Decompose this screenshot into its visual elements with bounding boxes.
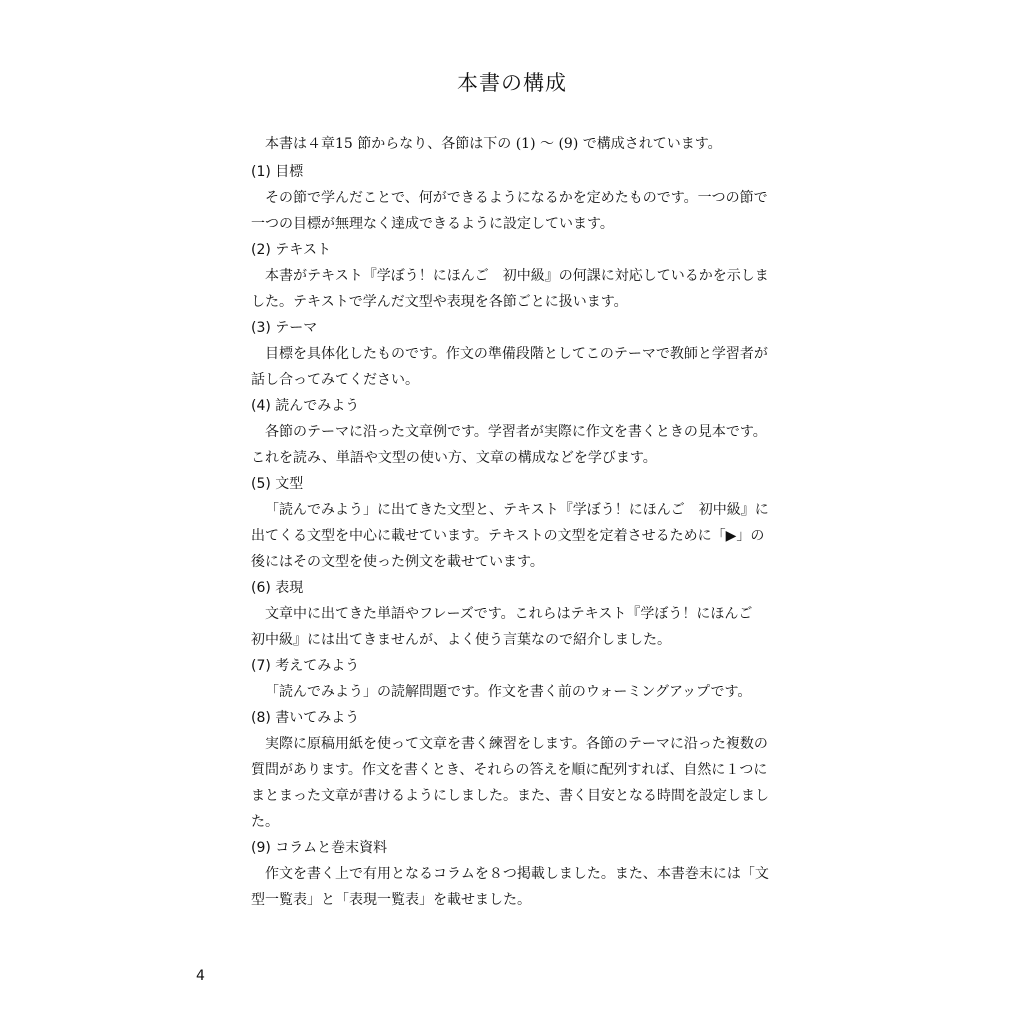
section-heading: (6) 表現 <box>251 580 304 596</box>
section-body: 「読んでみよう」の読解問題です。作文を書く前のウォーミングアップです。 <box>265 684 752 700</box>
section-8 <box>251 705 773 835</box>
section-6 <box>251 575 773 653</box>
page-title: 本書の構成 <box>457 71 567 95</box>
section-body: 実際に原稿用紙を使って文章を書く練習をします。各節のテーマに沿った複数の質問があります。作文を書くとき、それらの答えを順に配列すれば、自然に１つにまとまった文章が書けるようにしました。また、書く目安となる時間を設定しました。 <box>251 736 769 830</box>
section-7 <box>251 653 773 705</box>
section-2 <box>251 237 773 315</box>
section-3 <box>251 315 773 393</box>
section-body: 文章中に出てきた単語やフレーズです。これらはテキスト『学ぼう！にほんご 初中級』には出てきませんが、よく使う言葉なので紹介しました。 <box>251 606 767 648</box>
document-body <box>251 131 773 913</box>
section-body: 「読んでみよう」に出てきた文型と、テキスト『学ぼう！にほんご 初中級』に出てくる文型を中心に載せています。テキストの文型を定着させるために「▶」の後にはその文型を使った例文を載せています。 <box>251 502 769 570</box>
section-1 <box>251 159 773 237</box>
page-number: 4 <box>196 968 205 984</box>
section-heading: (5) 文型 <box>251 476 304 492</box>
section-body: 目標を具体化したものです。作文の準備段階としてこのテーマで教師と学習者が話し合ってみてください。 <box>251 346 768 388</box>
section-body: 本書がテキスト『学ぼう！にほんご 初中級』の何課に対応しているかを示しました。テキストで学んだ文型や表現を各節ごとに扱います。 <box>251 268 769 310</box>
section-body: 各節のテーマに沿った文章例です。学習者が実際に作文を書くときの見本です。これを読み、単語や文型の使い方、文章の構成などを学びます。 <box>251 424 767 466</box>
section-heading: (2) テキスト <box>251 242 332 258</box>
section-heading: (9) コラムと巻末資料 <box>251 840 388 856</box>
section-heading: (8) 書いてみよう <box>251 710 360 726</box>
section-heading: (1) 目標 <box>251 164 304 180</box>
section-body: その節で学んだことで、何ができるようになるかを定めたものです。一つの節で一つの目標が無理なく達成できるように設定しています。 <box>251 190 768 232</box>
section-5 <box>251 471 773 575</box>
section-4 <box>251 393 773 471</box>
section-heading: (7) 考えてみよう <box>251 658 360 674</box>
section-body: 作文を書く上で有用となるコラムを８つ掲載しました。また、本書巻末には「文型一覧表」と「表現一覧表」を載せました。 <box>251 866 769 908</box>
section-heading: (4) 読んでみよう <box>251 398 360 414</box>
section-9 <box>251 835 773 913</box>
intro-paragraph: 本書は４章15 節からなり、各節は下の (1) ～ (9) で構成されています。 <box>265 136 722 152</box>
section-heading: (3) テーマ <box>251 320 318 336</box>
